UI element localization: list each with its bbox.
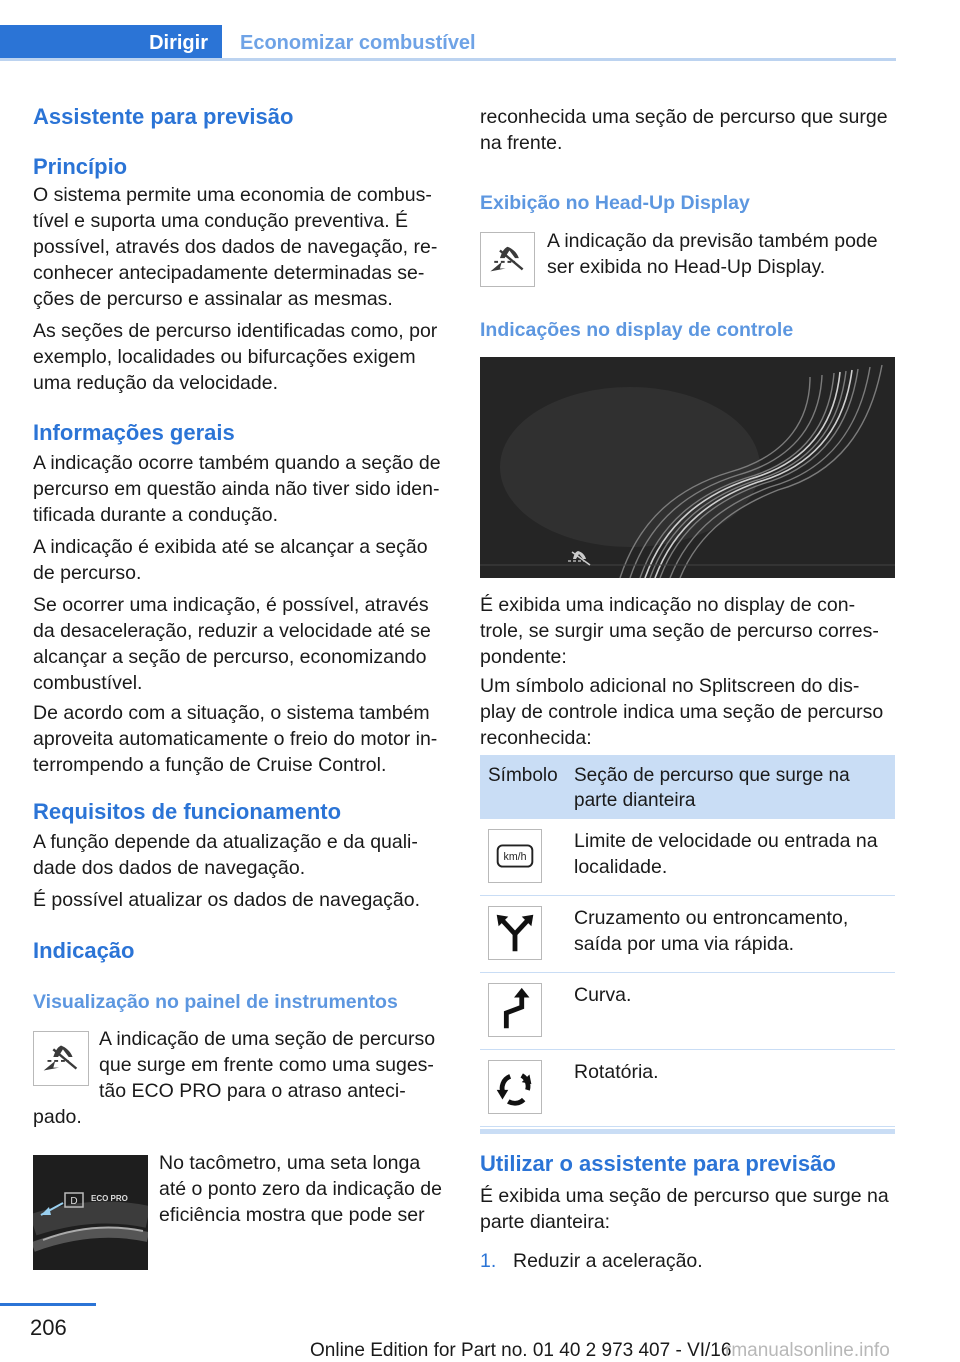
text-line: ções de percurso e assinalar as mesmas.	[33, 288, 393, 310]
text-line: conhecer antecipadamente determinadas se-	[33, 262, 425, 284]
text-line: reconhecida uma seção de percurso que surge	[480, 106, 888, 128]
text-line: terrompendo a função de Cruise Control.	[33, 754, 387, 776]
paragraph-hud	[547, 228, 878, 280]
header-section-tab: Dirigir	[0, 25, 222, 61]
text-line: É exibida uma indicação no display de con-	[480, 594, 856, 616]
heading-use-assistant: Utilizar o assistente para previsão	[480, 1151, 836, 1176]
heading-control-display: Indicações no display de controle	[480, 319, 794, 341]
control-display-image	[480, 357, 895, 578]
text-line: eficiência mostra que pode ser	[159, 1204, 425, 1226]
table-cell-description	[574, 905, 889, 957]
table-row	[480, 819, 895, 896]
text-line: dade dos dados de navegação.	[33, 857, 306, 879]
text-line: trole, se surgir uma seção de percurso corres-	[480, 620, 879, 642]
text-line: O sistema permite uma economia de combus-	[33, 184, 432, 206]
watermark: rmanualsonline.info	[725, 1340, 890, 1361]
paragraph-requirements-2: É possível atualizar os dados de navegação.	[33, 889, 421, 911]
table-cell-description	[574, 982, 889, 1008]
text-line: reconhecida:	[480, 727, 592, 749]
text-line: Seção de percurso que surge na	[574, 765, 850, 786]
table-cell-description	[574, 1059, 889, 1085]
text-line: parte dianteira	[574, 790, 696, 811]
heading-indication: Indicação	[33, 938, 135, 963]
paragraph-indication-2	[159, 1150, 442, 1228]
paragraph-continued	[480, 104, 888, 156]
paragraph-general-4	[33, 700, 437, 778]
text-line: Cruzamento ou entroncamento,	[574, 907, 849, 929]
text-line: Um símbolo adicional no Splitscreen do dis-	[480, 675, 860, 697]
text-line: aproveita automaticamente o freio do motor in-	[33, 728, 438, 750]
subheading-instrument-panel: Visualização no painel de instrumentos	[33, 991, 398, 1013]
table-header	[480, 755, 895, 819]
text-line: percurso em questão ainda não tiver sido iden-	[33, 478, 440, 500]
paragraph-general-2	[33, 534, 428, 586]
text-line: tão ECO PRO para o atraso anteci-	[99, 1080, 406, 1102]
instrument-cluster-image	[33, 1155, 148, 1270]
text-line: Limite de velocidade ou entrada na	[574, 830, 878, 852]
text-line: localidade.	[574, 856, 668, 878]
table-end-rule	[480, 1129, 895, 1134]
text-line: Se ocorrer uma indicação, é possível, através	[33, 594, 429, 616]
eco-anticipation-icon	[480, 232, 535, 287]
text-line: que surge em frente como uma suges-	[99, 1054, 434, 1076]
heading-requirements: Requisitos de funcionamento	[33, 799, 342, 824]
page-title: Assistente para previsão	[33, 104, 294, 129]
text-line: combustível.	[33, 672, 143, 694]
symbol-table	[480, 755, 895, 1134]
header-subsection-tab: Economizar combustível	[240, 32, 476, 54]
paragraph-principle-1	[33, 182, 437, 312]
text-line: A indicação ocorre também quando a seção de	[33, 452, 441, 474]
eco-anticipation-icon	[33, 1031, 89, 1086]
footer-rule	[0, 1303, 96, 1306]
table-header-description	[574, 763, 884, 813]
text-line: tível e suporta uma condução preventiva. É	[33, 210, 409, 232]
text-line: Rotatória.	[574, 1061, 659, 1083]
text-line: uma redução da velocidade.	[33, 372, 278, 394]
paragraph-indication-1	[99, 1026, 435, 1104]
header-rule	[0, 58, 896, 61]
table-row	[480, 896, 895, 973]
kmh-label: km/h	[503, 850, 527, 863]
table-row	[480, 1050, 895, 1127]
text-line: pondente:	[480, 646, 567, 668]
paragraph-use	[480, 1183, 889, 1235]
paragraph-general-1	[33, 450, 441, 528]
curve-icon	[488, 983, 542, 1037]
text-line: até o ponto zero da indicação de	[159, 1178, 442, 1200]
text-line: A indicação de uma seção de percurso	[99, 1028, 436, 1050]
text-line: alcançar a seção de percurso, economizando	[33, 646, 427, 668]
text-line: na frente.	[480, 132, 563, 154]
text-line: É exibida uma seção de percurso que surge na	[480, 1185, 889, 1207]
text-line: A função depende da atualização e da quali-	[33, 831, 418, 853]
text-line: As seções de percurso identificadas como, por	[33, 320, 438, 342]
text-line: tificada durante a condução.	[33, 504, 279, 526]
text-line: play de controle indica uma seção de percurso	[480, 701, 884, 723]
text-line: Curva.	[574, 984, 632, 1006]
junction-fork-icon	[488, 906, 542, 960]
text-line: A indicação da previsão também pode	[547, 230, 878, 252]
text-line: No tacômetro, uma seta longa	[159, 1152, 421, 1174]
page-number: 206	[30, 1315, 67, 1340]
text-line: exemplo, localidades ou bifurcações exigem	[33, 346, 416, 368]
paragraph-control-1	[480, 592, 879, 670]
heading-general-info: Informações gerais	[33, 420, 235, 445]
list-item-number: 1.	[480, 1250, 497, 1272]
text-line: de percurso.	[33, 562, 142, 584]
paragraph-general-3	[33, 592, 431, 696]
heading-principle: Princípio	[33, 154, 128, 179]
paragraph-indication-1-tail: pado.	[33, 1106, 82, 1128]
text-line: parte dianteira:	[480, 1211, 611, 1233]
table-header-symbol: Símbolo	[488, 765, 558, 786]
paragraph-requirements-1	[33, 829, 418, 881]
paragraph-control-2	[480, 673, 883, 751]
speed-limit-kmh-icon	[488, 829, 542, 883]
text-line: possível, através dos dados de navegação, re-	[33, 236, 438, 258]
page-header	[0, 25, 896, 61]
cluster-gear-label: D	[70, 1196, 78, 1207]
heading-hud: Exibição no Head-Up Display	[480, 192, 750, 214]
cluster-eco-pro-label: ECO PRO	[91, 1194, 128, 1203]
table-cell-description	[574, 828, 889, 880]
list-item-text: Reduzir a aceleração.	[513, 1250, 703, 1272]
edition-label: Online Edition for Part no. 01 40 2 973 407 - VI/16	[310, 1340, 732, 1361]
text-line: saída por uma via rápida.	[574, 933, 795, 955]
roundabout-icon	[488, 1060, 542, 1114]
paragraph-principle-2	[33, 318, 437, 396]
text-line: ser exibida no Head-Up Display.	[547, 256, 826, 278]
table-row	[480, 973, 895, 1050]
text-line: da desaceleração, reduzir a velocidade até se	[33, 620, 431, 642]
text-line: A indicação é exibida até se alcançar a seção	[33, 536, 428, 558]
text-line: De acordo com a situação, o sistema também	[33, 702, 430, 724]
